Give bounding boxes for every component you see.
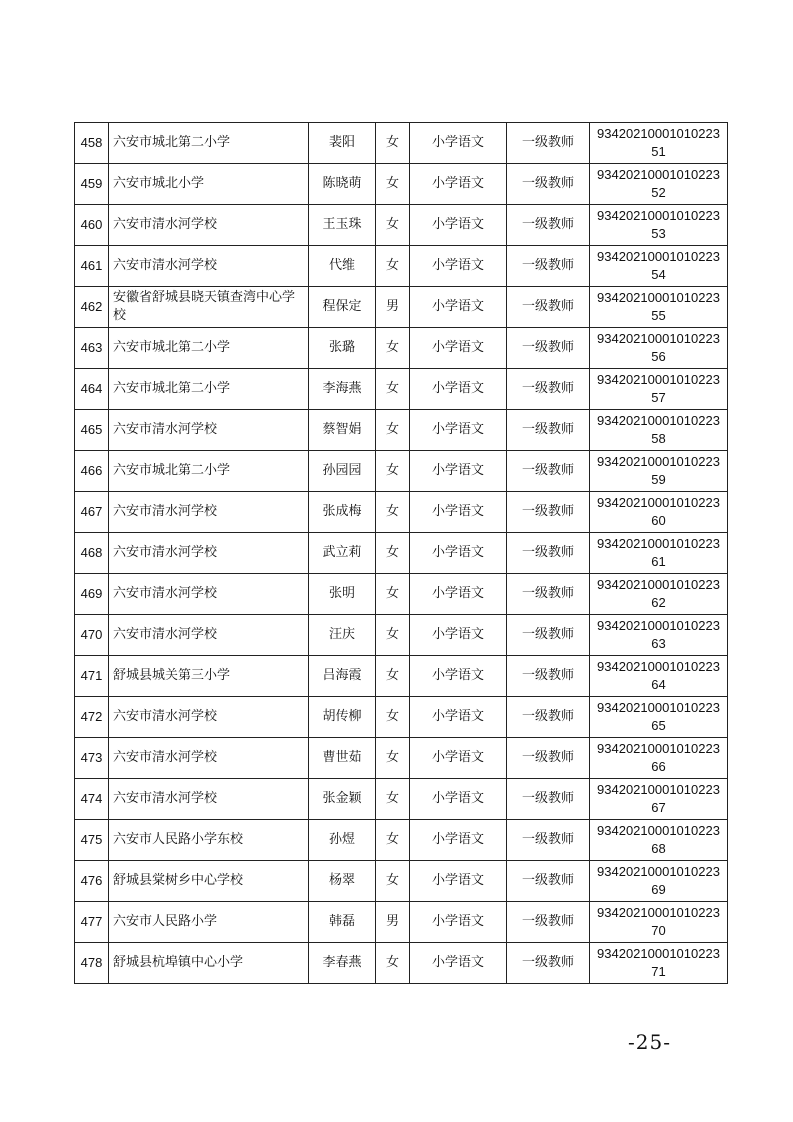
row-number-cell: 468: [75, 533, 109, 574]
subject-cell: 小学语文: [410, 287, 507, 328]
school-name-cell: 六安市清水河学校: [109, 410, 309, 451]
school-name-cell: 舒城县棠树乡中心学校: [109, 861, 309, 902]
professional-title-cell: 一级教师: [507, 205, 590, 246]
school-name-cell: 安徽省舒城县晓天镇查湾中心学校: [109, 287, 309, 328]
professional-title-cell: 一级教师: [507, 328, 590, 369]
school-name-cell: 六安市城北第二小学: [109, 369, 309, 410]
gender-cell: 女: [376, 615, 410, 656]
professional-title-cell: 一级教师: [507, 861, 590, 902]
school-name-cell: 六安市城北第二小学: [109, 123, 309, 164]
table-row: [75, 492, 728, 533]
table-body: [75, 123, 728, 984]
subject-cell: 小学语文: [410, 205, 507, 246]
certificate-number-cell: 9342021000101022362: [590, 574, 728, 615]
teacher-name-cell: 陈晓萌: [309, 164, 376, 205]
table-row: [75, 533, 728, 574]
subject-cell: 小学语文: [410, 533, 507, 574]
table-row: [75, 902, 728, 943]
certificate-number-cell: 9342021000101022366: [590, 738, 728, 779]
subject-cell: 小学语文: [410, 820, 507, 861]
professional-title-cell: 一级教师: [507, 738, 590, 779]
gender-cell: 女: [376, 738, 410, 779]
school-name-cell: 六安市清水河学校: [109, 205, 309, 246]
school-name-cell: 六安市城北小学: [109, 164, 309, 205]
row-number-cell: 466: [75, 451, 109, 492]
row-number-cell: 475: [75, 820, 109, 861]
subject-cell: 小学语文: [410, 123, 507, 164]
row-number-cell: 472: [75, 697, 109, 738]
certificate-number-cell: 9342021000101022368: [590, 820, 728, 861]
gender-cell: 女: [376, 205, 410, 246]
professional-title-cell: 一级教师: [507, 615, 590, 656]
gender-cell: 男: [376, 902, 410, 943]
school-name-cell: 六安市人民路小学: [109, 902, 309, 943]
certificate-number-cell: 9342021000101022367: [590, 779, 728, 820]
teacher-name-cell: 裴阳: [309, 123, 376, 164]
certificate-number-cell: 9342021000101022351: [590, 123, 728, 164]
subject-cell: 小学语文: [410, 861, 507, 902]
professional-title-cell: 一级教师: [507, 943, 590, 984]
subject-cell: 小学语文: [410, 697, 507, 738]
table-row: [75, 615, 728, 656]
subject-cell: 小学语文: [410, 943, 507, 984]
school-name-cell: 六安市清水河学校: [109, 697, 309, 738]
professional-title-cell: 一级教师: [507, 123, 590, 164]
table-row: [75, 328, 728, 369]
teacher-name-cell: 王玉珠: [309, 205, 376, 246]
certificate-number-cell: 9342021000101022365: [590, 697, 728, 738]
school-name-cell: 六安市城北第二小学: [109, 451, 309, 492]
row-number-cell: 458: [75, 123, 109, 164]
gender-cell: 女: [376, 861, 410, 902]
certificate-number-cell: 9342021000101022356: [590, 328, 728, 369]
teacher-name-cell: 曹世茹: [309, 738, 376, 779]
table-row: [75, 410, 728, 451]
table-row: [75, 861, 728, 902]
teacher-name-cell: 李春燕: [309, 943, 376, 984]
school-name-cell: 六安市清水河学校: [109, 574, 309, 615]
subject-cell: 小学语文: [410, 328, 507, 369]
subject-cell: 小学语文: [410, 451, 507, 492]
teacher-name-cell: 孙园园: [309, 451, 376, 492]
teacher-name-cell: 李海燕: [309, 369, 376, 410]
certificate-number-cell: 9342021000101022353: [590, 205, 728, 246]
gender-cell: 女: [376, 369, 410, 410]
subject-cell: 小学语文: [410, 164, 507, 205]
row-number-cell: 467: [75, 492, 109, 533]
teacher-name-cell: 吕海霞: [309, 656, 376, 697]
gender-cell: 女: [376, 410, 410, 451]
teacher-name-cell: 孙煜: [309, 820, 376, 861]
gender-cell: 女: [376, 451, 410, 492]
certificate-number-cell: 9342021000101022361: [590, 533, 728, 574]
professional-title-cell: 一级教师: [507, 287, 590, 328]
gender-cell: 女: [376, 246, 410, 287]
table-row: [75, 697, 728, 738]
subject-cell: 小学语文: [410, 656, 507, 697]
table-row: [75, 738, 728, 779]
table-row: [75, 287, 728, 328]
teacher-name-cell: 张明: [309, 574, 376, 615]
row-number-cell: 473: [75, 738, 109, 779]
professional-title-cell: 一级教师: [507, 451, 590, 492]
professional-title-cell: 一级教师: [507, 246, 590, 287]
teacher-name-cell: 韩磊: [309, 902, 376, 943]
certificate-number-cell: 9342021000101022371: [590, 943, 728, 984]
professional-title-cell: 一级教师: [507, 369, 590, 410]
row-number-cell: 474: [75, 779, 109, 820]
teacher-roster-table: [74, 122, 728, 984]
table-row: [75, 943, 728, 984]
subject-cell: 小学语文: [410, 369, 507, 410]
teacher-name-cell: 张金颖: [309, 779, 376, 820]
certificate-number-cell: 9342021000101022360: [590, 492, 728, 533]
school-name-cell: 六安市清水河学校: [109, 246, 309, 287]
teacher-name-cell: 汪庆: [309, 615, 376, 656]
teacher-name-cell: 张璐: [309, 328, 376, 369]
teacher-name-cell: 张成梅: [309, 492, 376, 533]
table-row: [75, 656, 728, 697]
subject-cell: 小学语文: [410, 738, 507, 779]
certificate-number-cell: 9342021000101022352: [590, 164, 728, 205]
gender-cell: 女: [376, 779, 410, 820]
professional-title-cell: 一级教师: [507, 902, 590, 943]
certificate-number-cell: 9342021000101022364: [590, 656, 728, 697]
table-row: [75, 451, 728, 492]
subject-cell: 小学语文: [410, 574, 507, 615]
professional-title-cell: 一级教师: [507, 697, 590, 738]
table-row: [75, 246, 728, 287]
row-number-cell: 463: [75, 328, 109, 369]
school-name-cell: 六安市人民路小学东校: [109, 820, 309, 861]
school-name-cell: 六安市城北第二小学: [109, 328, 309, 369]
school-name-cell: 六安市清水河学校: [109, 779, 309, 820]
row-number-cell: 477: [75, 902, 109, 943]
gender-cell: 女: [376, 328, 410, 369]
gender-cell: 女: [376, 123, 410, 164]
professional-title-cell: 一级教师: [507, 779, 590, 820]
school-name-cell: 舒城县城关第三小学: [109, 656, 309, 697]
school-name-cell: 六安市清水河学校: [109, 492, 309, 533]
professional-title-cell: 一级教师: [507, 164, 590, 205]
professional-title-cell: 一级教师: [507, 410, 590, 451]
professional-title-cell: 一级教师: [507, 492, 590, 533]
subject-cell: 小学语文: [410, 615, 507, 656]
table-row: [75, 123, 728, 164]
gender-cell: 女: [376, 697, 410, 738]
professional-title-cell: 一级教师: [507, 533, 590, 574]
teacher-name-cell: 蔡智娟: [309, 410, 376, 451]
row-number-cell: 464: [75, 369, 109, 410]
subject-cell: 小学语文: [410, 779, 507, 820]
teacher-name-cell: 程保定: [309, 287, 376, 328]
row-number-cell: 462: [75, 287, 109, 328]
gender-cell: 女: [376, 820, 410, 861]
professional-title-cell: 一级教师: [507, 574, 590, 615]
certificate-number-cell: 9342021000101022369: [590, 861, 728, 902]
table-row: [75, 820, 728, 861]
subject-cell: 小学语文: [410, 246, 507, 287]
school-name-cell: 舒城县杭埠镇中心小学: [109, 943, 309, 984]
certificate-number-cell: 9342021000101022357: [590, 369, 728, 410]
table-row: [75, 574, 728, 615]
row-number-cell: 461: [75, 246, 109, 287]
row-number-cell: 470: [75, 615, 109, 656]
professional-title-cell: 一级教师: [507, 820, 590, 861]
gender-cell: 女: [376, 533, 410, 574]
teacher-name-cell: 杨翠: [309, 861, 376, 902]
row-number-cell: 465: [75, 410, 109, 451]
certificate-number-cell: 9342021000101022355: [590, 287, 728, 328]
gender-cell: 女: [376, 574, 410, 615]
row-number-cell: 459: [75, 164, 109, 205]
row-number-cell: 469: [75, 574, 109, 615]
gender-cell: 男: [376, 287, 410, 328]
row-number-cell: 476: [75, 861, 109, 902]
table-row: [75, 205, 728, 246]
subject-cell: 小学语文: [410, 492, 507, 533]
professional-title-cell: 一级教师: [507, 656, 590, 697]
row-number-cell: 460: [75, 205, 109, 246]
row-number-cell: 478: [75, 943, 109, 984]
school-name-cell: 六安市清水河学校: [109, 533, 309, 574]
school-name-cell: 六安市清水河学校: [109, 615, 309, 656]
teacher-name-cell: 代维: [309, 246, 376, 287]
subject-cell: 小学语文: [410, 902, 507, 943]
table-row: [75, 779, 728, 820]
certificate-number-cell: 9342021000101022370: [590, 902, 728, 943]
school-name-cell: 六安市清水河学校: [109, 738, 309, 779]
certificate-number-cell: 9342021000101022358: [590, 410, 728, 451]
certificate-number-cell: 9342021000101022359: [590, 451, 728, 492]
teacher-name-cell: 胡传柳: [309, 697, 376, 738]
gender-cell: 女: [376, 943, 410, 984]
table-row: [75, 164, 728, 205]
page-number: -25-: [628, 1030, 671, 1054]
table-row: [75, 369, 728, 410]
certificate-number-cell: 9342021000101022354: [590, 246, 728, 287]
gender-cell: 女: [376, 656, 410, 697]
gender-cell: 女: [376, 492, 410, 533]
certificate-number-cell: 9342021000101022363: [590, 615, 728, 656]
row-number-cell: 471: [75, 656, 109, 697]
teacher-name-cell: 武立莉: [309, 533, 376, 574]
gender-cell: 女: [376, 164, 410, 205]
subject-cell: 小学语文: [410, 410, 507, 451]
